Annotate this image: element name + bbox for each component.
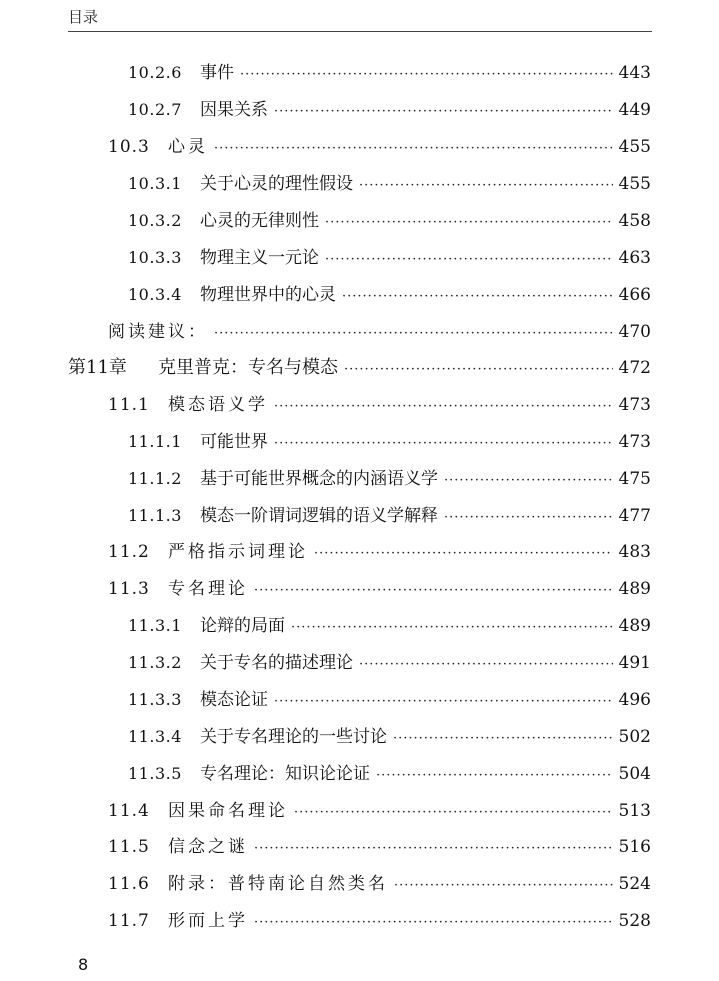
- toc-entry-number: 10.3.4: [128, 285, 182, 304]
- toc-entry-title: 附录：普特南论自然类名: [168, 874, 388, 894]
- toc-entry-number: 11.6: [108, 874, 150, 894]
- toc-entry-title: 模态语义学: [168, 395, 268, 415]
- toc-leader-dots: [240, 64, 613, 86]
- toc-leader-dots: [274, 433, 613, 455]
- toc-entry-number: 11.3.3: [128, 690, 182, 709]
- toc-leader-dots: [394, 875, 613, 897]
- toc-entry-number: 11.3.4: [128, 727, 182, 746]
- toc-entry-page: 496: [618, 690, 651, 710]
- toc-entry-chapter-11[interactable]: [68, 357, 651, 381]
- toc-leader-dots: [344, 359, 613, 381]
- toc-entry-page: 483: [618, 542, 651, 562]
- toc-leader-dots: [274, 691, 613, 713]
- toc-entry-title: 心灵的无律则性: [200, 211, 319, 231]
- toc-entry-number: 10.2.6: [128, 63, 182, 82]
- toc-entry-reading-suggestions[interactable]: [108, 321, 651, 345]
- toc-leader-dots: [254, 580, 613, 602]
- toc-entry-title: 模态论证: [200, 690, 268, 710]
- toc-entry-number: 11.1.2: [128, 469, 182, 488]
- toc-entry-title: 形而上学: [168, 911, 248, 931]
- toc-entry-page: 443: [618, 63, 651, 83]
- toc-entry-11-3[interactable]: [108, 578, 651, 602]
- toc-entry-11-7[interactable]: [108, 910, 651, 934]
- toc-leader-dots: [325, 249, 613, 271]
- toc-entry-number: 11.4: [108, 801, 150, 821]
- toc-leader-dots: [291, 617, 613, 639]
- toc-entry-11-3-3[interactable]: [128, 689, 651, 713]
- toc-entry-number: 11.2: [108, 542, 150, 562]
- toc-entry-title: 关于心灵的理性假设: [200, 174, 353, 194]
- toc-entry-page: 455: [618, 137, 651, 157]
- toc-entry-11-4[interactable]: [108, 800, 651, 824]
- toc-entry-number: 11.3.2: [128, 653, 182, 672]
- toc-leader-dots: [314, 543, 613, 565]
- toc-entry-page: 472: [618, 358, 651, 378]
- toc-leader-dots: [376, 765, 613, 787]
- toc-entry-page: 475: [618, 469, 651, 489]
- toc-entry-title: 关于专名理论的一些讨论: [200, 727, 387, 747]
- toc-entry-page: 516: [618, 837, 651, 857]
- toc-leader-dots: [214, 138, 613, 160]
- running-header: 目录: [68, 8, 99, 26]
- toc-entry-title: 专名理论：知识论论证: [200, 764, 370, 784]
- toc-entry-number: 10.3.2: [128, 211, 182, 230]
- toc-entry-number: 10.3: [108, 137, 150, 157]
- toc-entry-number: 11.1: [108, 395, 150, 415]
- toc-entry-number: 11.3.1: [128, 616, 182, 635]
- toc-leader-dots: [274, 101, 613, 123]
- toc-entry-number: 11.1.3: [128, 506, 182, 525]
- toc-entry-10-3-1[interactable]: [128, 173, 651, 197]
- toc-entry-page: 504: [618, 764, 651, 784]
- toc-entry-page: 477: [618, 506, 651, 526]
- toc-entry-page: 473: [618, 432, 651, 452]
- toc-entry-page: 466: [618, 285, 651, 305]
- toc-entry-title: 论辩的局面: [200, 616, 285, 636]
- toc-entry-title: 因果关系: [200, 100, 268, 120]
- toc-entry-10-2-7[interactable]: [128, 99, 651, 123]
- toc-entry-title: 物理世界中的心灵: [200, 285, 336, 305]
- toc-entry-11-2[interactable]: [108, 541, 651, 565]
- toc-entry-number: 10.3.3: [128, 248, 182, 267]
- toc-entry-title: 事件: [200, 63, 234, 83]
- toc-entry-11-6[interactable]: [108, 873, 651, 897]
- toc-entry-page: 489: [618, 616, 651, 636]
- toc-entry-page: 449: [618, 100, 651, 120]
- toc-leader-dots: [325, 212, 613, 234]
- toc-leader-dots: [359, 654, 613, 676]
- toc-entry-number: 11.1.1: [128, 432, 182, 451]
- toc-entry-page: 473: [618, 395, 651, 415]
- toc-entry-page: 463: [618, 248, 651, 268]
- toc-entry-title: 信念之谜: [168, 837, 248, 857]
- toc-entry-title: 物理主义一元论: [200, 248, 319, 268]
- toc-leader-dots: [294, 802, 613, 824]
- toc-entry-number: 10.2.7: [128, 100, 182, 119]
- toc-leader-dots: [444, 470, 613, 492]
- toc-entry-page: 528: [618, 911, 651, 931]
- toc-entry-title: 专名理论: [168, 579, 248, 599]
- toc-entry-11-3-2[interactable]: [128, 652, 651, 676]
- toc-entry-title: 因果命名理论: [168, 801, 288, 821]
- toc-entry-title: 关于专名的描述理论: [200, 653, 353, 673]
- toc-leader-dots: [274, 396, 613, 418]
- toc-entry-title: 严格指示词理论: [168, 542, 308, 562]
- toc-entry-title: 心灵: [168, 137, 208, 157]
- toc-entry-11-5[interactable]: [108, 836, 651, 860]
- toc-entry-page: 513: [618, 801, 651, 821]
- toc-entry-page: 489: [618, 579, 651, 599]
- toc-leader-dots: [342, 286, 613, 308]
- toc-entry-11-3-4[interactable]: [128, 726, 651, 750]
- toc-entry-10-3-4[interactable]: [128, 284, 651, 308]
- toc-entry-11-1-1[interactable]: [128, 431, 651, 455]
- toc-entry-page: 455: [618, 174, 651, 194]
- toc-leader-dots: [214, 323, 613, 345]
- toc-entry-title: 可能世界: [200, 432, 268, 452]
- toc-leader-dots: [359, 175, 613, 197]
- toc-entry-title: 基于可能世界概念的内涵语义学: [200, 469, 438, 489]
- toc-entry-11-1-2[interactable]: [128, 468, 651, 492]
- toc-leader-dots: [254, 838, 613, 860]
- header-rule: [68, 31, 652, 32]
- toc-entry-10-3[interactable]: [108, 136, 651, 160]
- page-number: 8: [78, 955, 89, 974]
- toc-entry-number: 第11章: [68, 357, 127, 378]
- toc-entry-number: 11.5: [108, 837, 150, 857]
- toc-entry-title: 模态一阶谓词逻辑的语义学解释: [200, 506, 438, 526]
- toc-entry-title: 克里普克：专名与模态: [158, 357, 338, 378]
- toc-entry-title: 阅读建议：: [108, 322, 208, 342]
- toc-entry-number: 10.3.1: [128, 174, 182, 193]
- toc-entry-page: 458: [618, 211, 651, 231]
- toc-entry-page: 470: [618, 322, 651, 342]
- toc-entry-page: 524: [618, 874, 651, 894]
- toc-leader-dots: [444, 507, 613, 529]
- toc-entry-11-1[interactable]: [108, 394, 651, 418]
- toc-entry-10-2-6[interactable]: [128, 62, 651, 86]
- toc-entry-page: 502: [618, 727, 651, 747]
- toc-entry-number: 11.7: [108, 911, 150, 931]
- toc-entry-number: 11.3.5: [128, 764, 182, 783]
- toc-entry-10-3-2[interactable]: [128, 210, 651, 234]
- toc-entry-number: 11.3: [108, 579, 150, 599]
- toc-leader-dots: [254, 912, 613, 934]
- toc-entry-11-3-1[interactable]: [128, 615, 651, 639]
- toc-entry-page: 491: [618, 653, 651, 673]
- toc-leader-dots: [393, 728, 613, 750]
- toc-entry-11-1-3[interactable]: [128, 505, 651, 529]
- toc-entry-10-3-3[interactable]: [128, 247, 651, 271]
- toc-entry-11-3-5[interactable]: [128, 763, 651, 787]
